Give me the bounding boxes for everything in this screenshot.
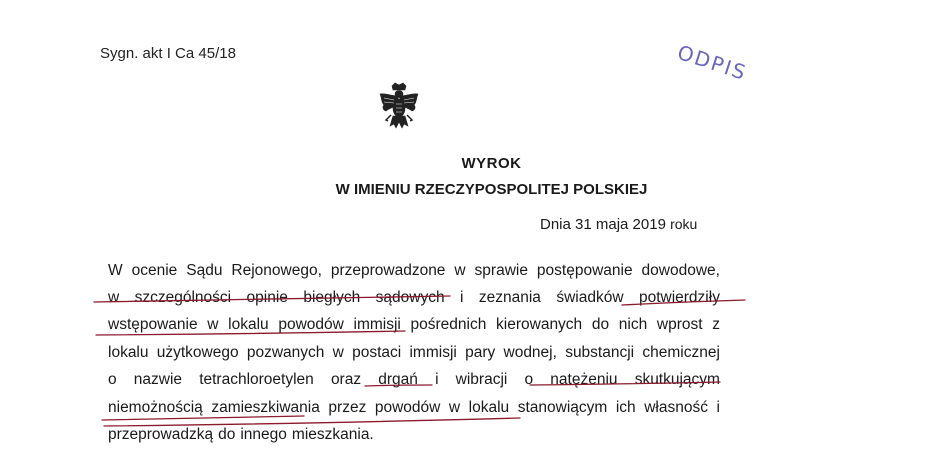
body-word: kierowanych [496, 316, 583, 333]
body-line [108, 315, 720, 335]
body-line [108, 370, 720, 390]
body-word: w [332, 344, 344, 361]
body-word: własność [644, 399, 708, 416]
body-word: lokalu [228, 316, 269, 333]
body-word: W [108, 262, 123, 279]
body-word: powodów [374, 399, 441, 416]
body-word: Rejonowego, [231, 262, 322, 279]
body-word: świadków [556, 289, 624, 306]
body-word: do [218, 426, 236, 443]
body-word: powodów [278, 316, 344, 333]
body-word: sprawie [474, 262, 528, 279]
body-line [108, 425, 720, 445]
body-line [108, 288, 720, 308]
body-word: wprost [656, 316, 703, 333]
body-word: pośrednich [410, 316, 487, 333]
body-word: w [448, 399, 461, 416]
body-word: przeprowadzką [108, 426, 214, 443]
body-word: Sądu [186, 262, 223, 279]
polish-eagle-emblem-icon [376, 82, 422, 132]
body-word: sądowych [375, 289, 445, 306]
body-word: opinie [246, 289, 288, 306]
copy-stamp: ODPIS [674, 40, 751, 86]
body-word: o [524, 371, 534, 388]
document-date [540, 216, 697, 233]
body-word: immisji [353, 316, 401, 333]
body-word: użytkowego [156, 344, 239, 361]
body-word: w [454, 262, 466, 279]
body-word: zeznania [478, 289, 541, 306]
document-title: WYROK [461, 155, 522, 172]
body-word: immisji [409, 344, 457, 361]
body-word: natężeniu [550, 371, 618, 388]
body-word: zamieszkiwania [211, 399, 320, 416]
body-word: w [207, 316, 219, 333]
body-word: nich [618, 316, 648, 333]
body-word: innego [240, 426, 287, 443]
body-word: wodnej, [503, 344, 557, 361]
body-line [108, 261, 720, 281]
body-word: szczególności [134, 289, 232, 306]
body-word: i [435, 371, 439, 388]
body-word: do [591, 316, 610, 333]
date-suffix: roku [670, 216, 698, 232]
body-word: wibracji [455, 371, 508, 388]
body-word: drgań [378, 371, 418, 388]
body-word: i [716, 399, 720, 416]
body-word: z [712, 316, 720, 333]
case-signature: Sygn. akt I Ca 45/18 [100, 45, 236, 62]
body-word: ocenie [131, 262, 178, 279]
body-word: dowodowe, [641, 262, 720, 279]
body-word: tetrachloroetylen [199, 371, 314, 388]
body-word: pozwanych [246, 344, 325, 361]
document-subtitle: W IMIENIU RZECZYPOSPOLITEJ POLSKIEJ [335, 181, 648, 198]
body-word: wstępowanie [108, 316, 198, 333]
body-word: substancji [565, 344, 635, 361]
body-word: potwierdziły [638, 289, 720, 306]
date-text: Dnia 31 maja 2019 [540, 216, 666, 233]
body-word: stanowiącym [517, 399, 608, 416]
body-word: skutkującym [634, 371, 720, 388]
body-word: i [460, 289, 464, 306]
body-line [108, 343, 720, 363]
body-word: postaci [352, 344, 402, 361]
body-word: oraz [330, 371, 362, 388]
body-word: o [108, 371, 117, 388]
body-word: przez [328, 399, 367, 416]
body-word: pary [465, 344, 496, 361]
body-word: mieszkania. [291, 426, 374, 443]
body-line [108, 398, 720, 418]
body-word: niemożnością [108, 399, 203, 416]
body-word: ich [615, 399, 636, 416]
body-word: chemicznej [642, 344, 720, 361]
body-word: lokalu [108, 344, 149, 361]
body-word: nazwie [133, 371, 183, 388]
body-word: przeprowadzone [330, 262, 446, 279]
body-word: lokalu [468, 399, 510, 416]
body-word: biegłych [303, 289, 361, 306]
body-word: w [108, 289, 120, 306]
body-word: postępowanie [536, 262, 633, 279]
